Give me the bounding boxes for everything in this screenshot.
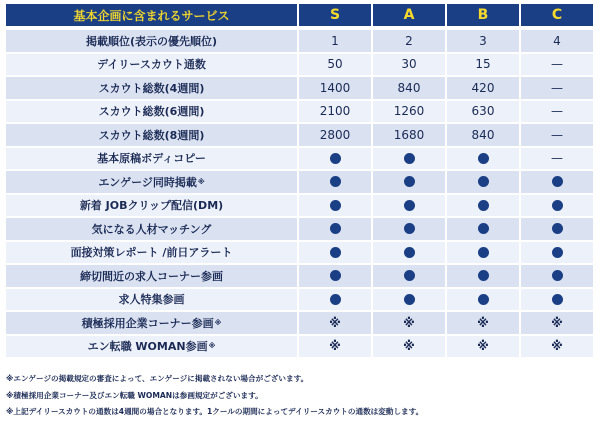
included-dot-icon xyxy=(552,200,563,211)
plan-value-cell xyxy=(521,54,593,76)
table-row xyxy=(6,148,595,170)
table-row xyxy=(6,195,595,217)
plan-value-cell xyxy=(373,265,445,287)
row-label-text: 面接対策レポート /前日アラート xyxy=(70,246,233,260)
included-dot-icon xyxy=(404,223,415,234)
conditional-mark: ※ xyxy=(551,339,563,354)
header-plan-b: B xyxy=(447,4,519,26)
included-dot-icon xyxy=(330,223,341,234)
header-plan-c: C xyxy=(521,4,593,26)
plan-value-cell xyxy=(373,148,445,170)
conditional-mark: ※ xyxy=(477,315,489,330)
plan-value-cell xyxy=(447,336,519,358)
plan-value: 1260 xyxy=(393,104,425,119)
footnotes xyxy=(6,371,596,421)
included-dot-icon xyxy=(478,153,489,164)
plan-value-cell xyxy=(521,218,593,240)
plan-value-cell xyxy=(373,124,445,146)
plan-value-cell xyxy=(373,77,445,99)
plan-value-cell xyxy=(299,218,371,240)
plan-value-cell xyxy=(447,218,519,240)
plan-value-cell xyxy=(521,30,593,52)
plan-value: 2 xyxy=(405,33,413,48)
plan-value-cell xyxy=(373,101,445,123)
plan-value-cell xyxy=(373,30,445,52)
row-label xyxy=(6,77,297,99)
service-comparison-table xyxy=(6,4,595,359)
plan-value: — xyxy=(551,80,563,95)
plan-value: 420 xyxy=(471,80,495,95)
plan-value-cell xyxy=(299,265,371,287)
table-row xyxy=(6,30,595,52)
plan-value: — xyxy=(551,151,563,166)
plan-value: 4 xyxy=(553,33,561,48)
plan-value: 2800 xyxy=(319,127,351,142)
plan-value-cell xyxy=(521,289,593,311)
included-dot-icon xyxy=(330,200,341,211)
table-row xyxy=(6,289,595,311)
plan-value-cell xyxy=(447,242,519,264)
plan-value-cell xyxy=(521,336,593,358)
plan-value-cell xyxy=(373,54,445,76)
row-label xyxy=(6,336,297,358)
table-row xyxy=(6,77,595,99)
plan-value: 15 xyxy=(475,57,491,72)
plan-value-cell xyxy=(373,312,445,334)
plan-value-cell xyxy=(447,77,519,99)
row-label-text: 気になる人材マッチング xyxy=(91,222,212,236)
plan-value-cell xyxy=(299,77,371,99)
row-label-text: スカウト総数(8週間) xyxy=(98,128,205,142)
plan-value-cell xyxy=(299,124,371,146)
plan-value-cell xyxy=(299,101,371,123)
header-service-label: 基本企画に含まれるサービス xyxy=(6,4,297,26)
row-label-text: 締切間近の求人コーナー参画 xyxy=(80,269,223,283)
plan-value-cell xyxy=(521,242,593,264)
plan-value: 30 xyxy=(401,57,417,72)
plan-value: — xyxy=(551,127,563,142)
plan-value-cell xyxy=(299,54,371,76)
row-label-text: スカウト総数(6週間) xyxy=(98,105,205,119)
conditional-mark: ※ xyxy=(329,315,341,330)
plan-value: 1680 xyxy=(393,127,425,142)
table-body xyxy=(6,30,595,357)
table-row xyxy=(6,54,595,76)
included-dot-icon xyxy=(404,200,415,211)
included-dot-icon xyxy=(552,223,563,234)
row-label-text: スカウト総数(4週間) xyxy=(98,81,205,95)
conditional-mark: ※ xyxy=(403,315,415,330)
plan-value: — xyxy=(551,57,563,72)
plan-value-cell xyxy=(447,171,519,193)
plan-value-cell xyxy=(447,54,519,76)
conditional-mark: ※ xyxy=(329,339,341,354)
included-dot-icon xyxy=(404,153,415,164)
plan-value: 3 xyxy=(479,33,487,48)
plan-value-cell xyxy=(521,195,593,217)
row-label-note-mark: ※ xyxy=(208,342,216,351)
row-label xyxy=(6,265,297,287)
included-dot-icon xyxy=(404,247,415,258)
included-dot-icon xyxy=(330,247,341,258)
plan-value-cell xyxy=(521,101,593,123)
footnote: ※積極採用企業コーナー及びエン転職 WOMANは参画規定がございます。 xyxy=(6,390,263,400)
plan-value-cell xyxy=(521,265,593,287)
included-dot-icon xyxy=(552,247,563,258)
included-dot-icon xyxy=(404,270,415,281)
plan-value: 1400 xyxy=(319,80,351,95)
plan-value-cell xyxy=(447,289,519,311)
row-label xyxy=(6,195,297,217)
plan-value-cell xyxy=(521,77,593,99)
plan-value-cell xyxy=(447,124,519,146)
conditional-mark: ※ xyxy=(477,339,489,354)
row-label-text: エン転職 WOMAN参画 xyxy=(87,340,208,354)
plan-value-cell xyxy=(373,218,445,240)
row-label-text: 基本原稿ボディコピー xyxy=(97,152,206,166)
plan-value-cell xyxy=(299,312,371,334)
included-dot-icon xyxy=(478,200,489,211)
footnote: ※上記デイリースカウトの通数は4週間の場合となります。1クールの期間によってデイリースカウトの通数は変動します。 xyxy=(6,407,424,416)
plan-value: 630 xyxy=(471,104,495,119)
header-plan-s: S xyxy=(299,4,371,26)
row-label xyxy=(6,148,297,170)
row-label-text: 掲載順位(表示の優先順位) xyxy=(85,34,218,48)
included-dot-icon xyxy=(552,294,563,305)
plan-value-cell xyxy=(299,171,371,193)
included-dot-icon xyxy=(330,176,341,187)
plan-value-cell xyxy=(373,195,445,217)
plan-value-cell xyxy=(447,265,519,287)
included-dot-icon xyxy=(478,270,489,281)
included-dot-icon xyxy=(330,153,341,164)
included-dot-icon xyxy=(552,176,563,187)
included-dot-icon xyxy=(330,294,341,305)
included-dot-icon xyxy=(478,294,489,305)
included-dot-icon xyxy=(478,247,489,258)
plan-value-cell xyxy=(299,30,371,52)
included-dot-icon xyxy=(478,223,489,234)
included-dot-icon xyxy=(330,270,341,281)
plan-value: 840 xyxy=(471,127,495,142)
plan-value: 1 xyxy=(331,33,339,48)
row-label xyxy=(6,242,297,264)
row-label-note-mark: ※ xyxy=(214,318,222,327)
included-dot-icon xyxy=(552,270,563,281)
row-label-text: 求人特集参画 xyxy=(118,293,185,307)
row-label-note-mark: ※ xyxy=(197,177,205,186)
row-label xyxy=(6,124,297,146)
plan-value-cell xyxy=(447,101,519,123)
plan-value-cell xyxy=(373,171,445,193)
row-label-text: 新着 JOBクリップ配信(DM) xyxy=(79,199,224,213)
table-row xyxy=(6,124,595,146)
row-label-text: 積極採用企業コーナー参画 xyxy=(81,316,214,330)
plan-value-cell xyxy=(299,336,371,358)
row-label xyxy=(6,101,297,123)
plan-value-cell xyxy=(521,312,593,334)
plan-value-cell xyxy=(299,289,371,311)
table-row xyxy=(6,242,595,264)
plan-value: 840 xyxy=(397,80,421,95)
plan-value-cell xyxy=(447,312,519,334)
table-row xyxy=(6,101,595,123)
table-row xyxy=(6,336,595,358)
plan-value: 50 xyxy=(327,57,343,72)
plan-value-cell xyxy=(447,195,519,217)
included-dot-icon xyxy=(404,294,415,305)
plan-value-cell xyxy=(299,242,371,264)
table-row xyxy=(6,171,595,193)
plan-value-cell xyxy=(521,171,593,193)
plan-value: — xyxy=(551,104,563,119)
plan-value-cell xyxy=(521,148,593,170)
plan-value-cell xyxy=(373,242,445,264)
plan-value-cell xyxy=(521,124,593,146)
footnote: ※エンゲージの掲載規定の審査によって、エンゲージに掲載されない場合がございます。 xyxy=(6,374,309,383)
plan-value-cell xyxy=(373,289,445,311)
header-plan-a: A xyxy=(373,4,445,26)
row-label xyxy=(6,312,297,334)
table-header-row xyxy=(6,4,595,26)
conditional-mark: ※ xyxy=(551,315,563,330)
row-label xyxy=(6,218,297,240)
row-label xyxy=(6,30,297,52)
row-label xyxy=(6,289,297,311)
included-dot-icon xyxy=(404,176,415,187)
table-row xyxy=(6,312,595,334)
row-label xyxy=(6,171,297,193)
row-label-text: デイリースカウト通数 xyxy=(97,58,206,72)
plan-value-cell xyxy=(447,148,519,170)
plan-value-cell xyxy=(447,30,519,52)
row-label-text: エンゲージ同時掲載 xyxy=(98,175,197,189)
plan-value-cell xyxy=(299,148,371,170)
conditional-mark: ※ xyxy=(403,339,415,354)
table-row xyxy=(6,265,595,287)
plan-value: 2100 xyxy=(319,104,351,119)
plan-value-cell xyxy=(373,336,445,358)
plan-value-cell xyxy=(299,195,371,217)
table-row xyxy=(6,218,595,240)
row-label xyxy=(6,54,297,76)
included-dot-icon xyxy=(478,176,489,187)
